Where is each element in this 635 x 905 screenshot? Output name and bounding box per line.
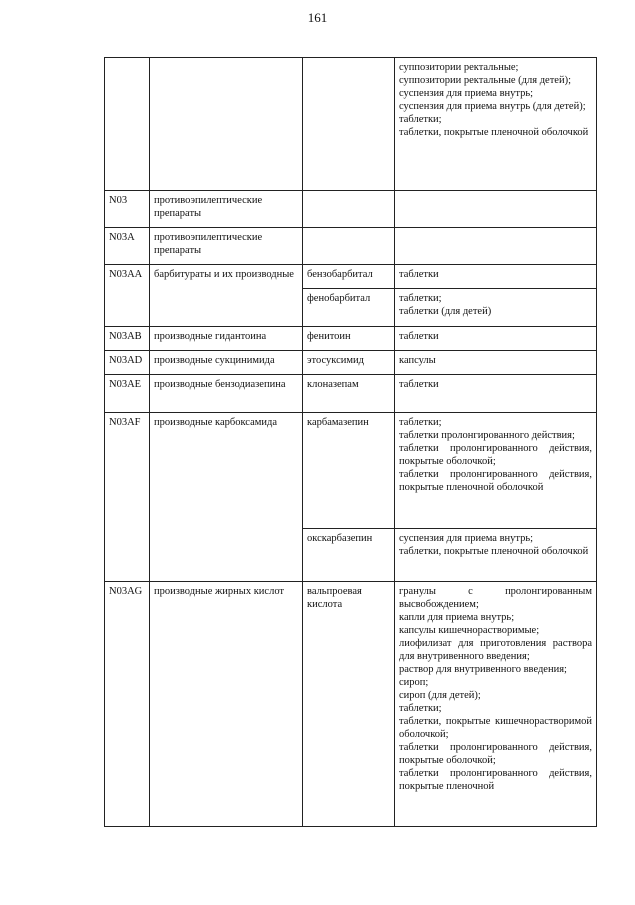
- forms-cell: [395, 289, 597, 327]
- atc-code-cell: N03AF: [105, 413, 150, 582]
- forms-cell: [395, 351, 597, 375]
- dosage-form: таблетки пролонгированного действия, покрытые оболочкой;: [399, 742, 592, 766]
- drug-cell: этосуксимид: [303, 351, 395, 375]
- page-number: 161: [307, 10, 328, 25]
- dosage-form: таблетки: [399, 269, 439, 280]
- drug-table: [104, 57, 597, 827]
- group-cell: [150, 58, 303, 191]
- group-cell: противоэпилептические препараты: [150, 191, 303, 228]
- dosage-form: таблетки;: [399, 417, 442, 428]
- dosage-form: сироп;: [399, 677, 429, 688]
- table-row: [105, 351, 597, 375]
- dosage-form: суспензия для приема внутрь (для детей);: [399, 101, 586, 112]
- group-cell: производные жирных кислот: [150, 582, 303, 827]
- forms-cell: [395, 228, 597, 265]
- dosage-form: суспензия для приема внутрь;: [399, 88, 534, 99]
- dosage-form: суппозитории ректальные;: [399, 62, 519, 73]
- drug-cell: бензобарбитал: [303, 265, 395, 289]
- dosage-form: таблетки, покрытые кишечнорастворимой оболочкой;: [399, 716, 592, 740]
- dosage-form: таблетки: [399, 379, 439, 390]
- atc-code-cell: N03AE: [105, 375, 150, 413]
- drug-cell: вальпроевая кислота: [303, 582, 395, 827]
- dosage-form: капсулы кишечнорастворимые;: [399, 625, 540, 636]
- dosage-form: таблетки;: [399, 703, 442, 714]
- dosage-form: гранулы с пролонгированным высвобождением;: [399, 586, 592, 610]
- atc-code-cell: N03AG: [105, 582, 150, 827]
- forms-cell: [395, 529, 597, 582]
- forms-cell: [395, 265, 597, 289]
- dosage-form: таблетки: [399, 331, 439, 342]
- dosage-form: таблетки пролонгированного действия, покрытые пленочной оболочкой: [399, 469, 592, 493]
- table-row: [105, 191, 597, 228]
- dosage-form: суспензия для приема внутрь;: [399, 533, 534, 544]
- group-cell: производные карбоксамида: [150, 413, 303, 582]
- dosage-form: раствор для внутривенного введения;: [399, 664, 567, 675]
- table-row: [105, 265, 597, 289]
- group-cell: производные бензодиазепина: [150, 375, 303, 413]
- forms-cell: [395, 375, 597, 413]
- drug-cell: фенобарбитал: [303, 289, 395, 327]
- atc-code-cell: N03AB: [105, 327, 150, 351]
- drug-cell: карбамазепин: [303, 413, 395, 529]
- dosage-form: таблетки пролонгированного действия, покрытые пленочной: [399, 768, 592, 792]
- dosage-form: сироп (для детей);: [399, 690, 481, 701]
- drug-cell: окскарбазепин: [303, 529, 395, 582]
- forms-cell: [395, 191, 597, 228]
- forms-cell: [395, 582, 597, 827]
- dosage-form: таблетки пролонгированного действия;: [399, 430, 575, 441]
- drug-cell: [303, 228, 395, 265]
- table-row: [105, 582, 597, 827]
- table-row: [105, 58, 597, 191]
- atc-code-cell: N03A: [105, 228, 150, 265]
- atc-code-cell: N03AA: [105, 265, 150, 327]
- atc-code-cell: N03AD: [105, 351, 150, 375]
- group-cell: барбитураты и их производные: [150, 265, 303, 327]
- table-row: [105, 327, 597, 351]
- drug-cell: [303, 191, 395, 228]
- drug-cell: [303, 58, 395, 191]
- dosage-form: капли для приема внутрь;: [399, 612, 515, 623]
- forms-cell: [395, 413, 597, 529]
- drug-cell: фенитоин: [303, 327, 395, 351]
- dosage-form: таблетки, покрытые пленочной оболочкой: [399, 127, 589, 138]
- dosage-form: суппозитории ректальные (для детей);: [399, 75, 571, 86]
- drug-cell: клоназепам: [303, 375, 395, 413]
- dosage-form: таблетки пролонгированного действия, покрытые оболочкой;: [399, 443, 592, 467]
- dosage-form: таблетки, покрытые пленочной оболочкой: [399, 546, 589, 557]
- dosage-form: таблетки;: [399, 114, 442, 125]
- group-cell: противоэпилептические препараты: [150, 228, 303, 265]
- atc-code-cell: N03: [105, 191, 150, 228]
- group-cell: производные сукцинимида: [150, 351, 303, 375]
- forms-cell: [395, 58, 597, 191]
- atc-code-cell: [105, 58, 150, 191]
- group-cell: производные гидантоина: [150, 327, 303, 351]
- forms-cell: [395, 327, 597, 351]
- table-row: [105, 228, 597, 265]
- table-row: [105, 375, 597, 413]
- dosage-form: таблетки (для детей): [399, 306, 492, 317]
- dosage-form: таблетки;: [399, 293, 442, 304]
- table-row: [105, 413, 597, 529]
- dosage-form: лиофилизат для приготовления раствора для внутривенного введения;: [399, 638, 592, 662]
- dosage-form: капсулы: [399, 355, 436, 366]
